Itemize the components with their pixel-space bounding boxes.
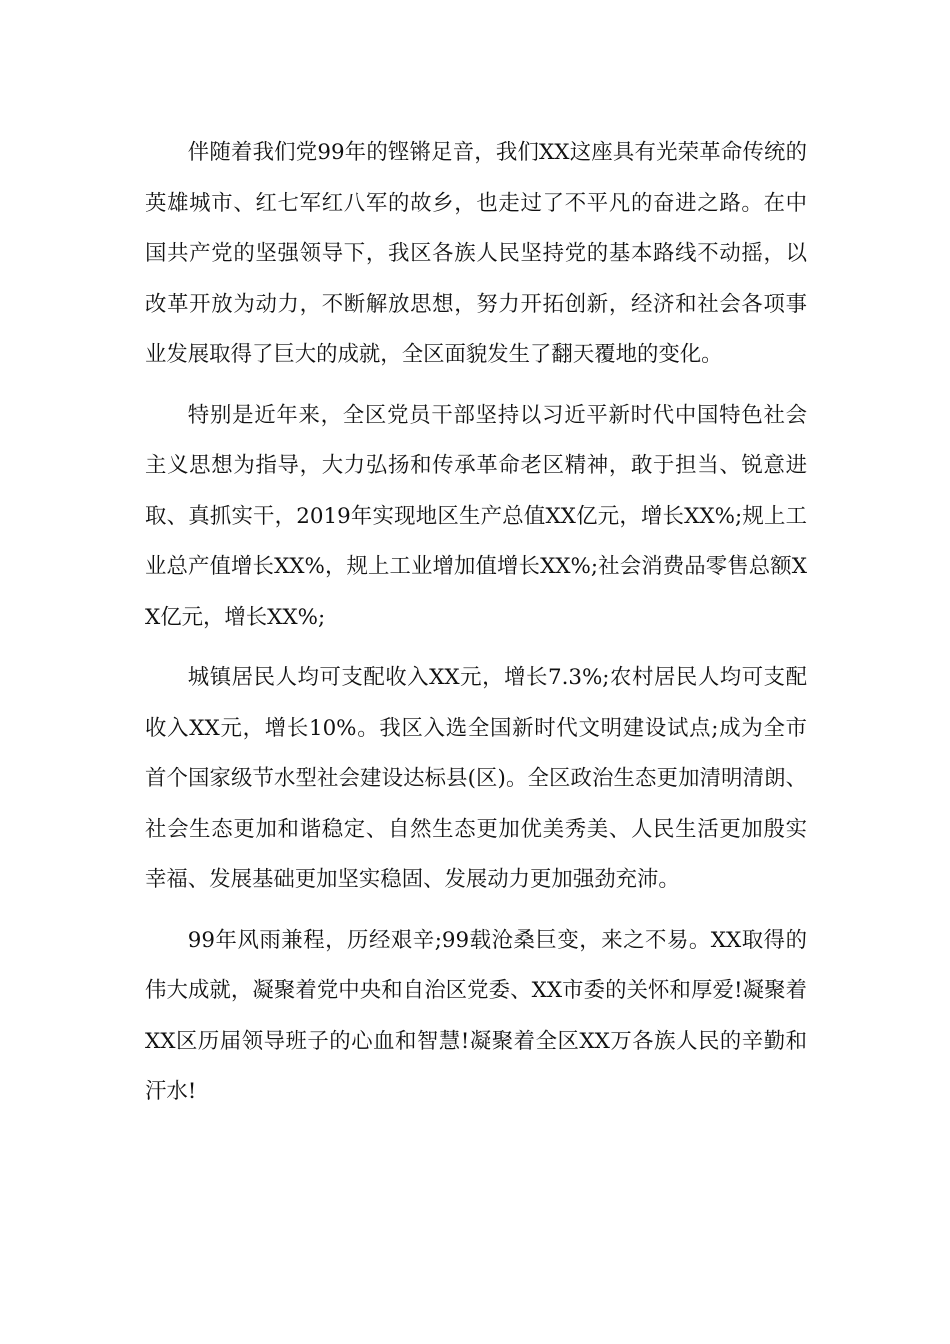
document-body — [145, 128, 807, 1128]
paragraph-3: 城镇居民人均可支配收入XX元，增长7.3%;农村居民人均可支配收入XX元，增长10%。我区入选全国新时代文明建设试点;成为全市首个国家级节水型社会建设达标县(区)。全区政治生态更加清明清朗、社会生态更加和谐稳定、自然生态更加优美秀美、人民生活更加殷实幸福、发展基础更加坚实稳固、发展动力更加强劲充沛。 — [145, 665, 807, 892]
paragraph-1: 伴随着我们党99年的铿锵足音，我们XX这座具有光荣革命传统的英雄城市、红七军红八军的故乡，也走过了不平凡的奋进之路。在中国共产党的坚强领导下，我区各族人民坚持党的基本路线不动摇，以改革开放为动力，不断解放思想，努力开拓创新，经济和社会各项事业发展取得了巨大的成就，全区面貌发生了翻天覆地的变化。 — [145, 140, 807, 367]
paragraph-4: 99年风雨兼程，历经艰辛;99载沧桑巨变，来之不易。XX取得的伟大成就，凝聚着党中央和自治区党委、XX市委的关怀和厚爱!凝聚着XX区历届领导班子的心血和智慧!凝聚着全区XX万各族人民的辛勤和汗水! — [145, 927, 807, 1104]
paragraph-2: 特别是近年来，全区党员干部坚持以习近平新时代中国特色社会主义思想为指导，大力弘扬和传承革命老区精神，敢于担当、锐意进取、真抓实干，2019年实现地区生产总值XX亿元，增长XX%;规上工业总产值增长XX%，规上工业增加值增长XX%;社会消费品零售总额XX亿元，增长XX%; — [145, 402, 807, 630]
